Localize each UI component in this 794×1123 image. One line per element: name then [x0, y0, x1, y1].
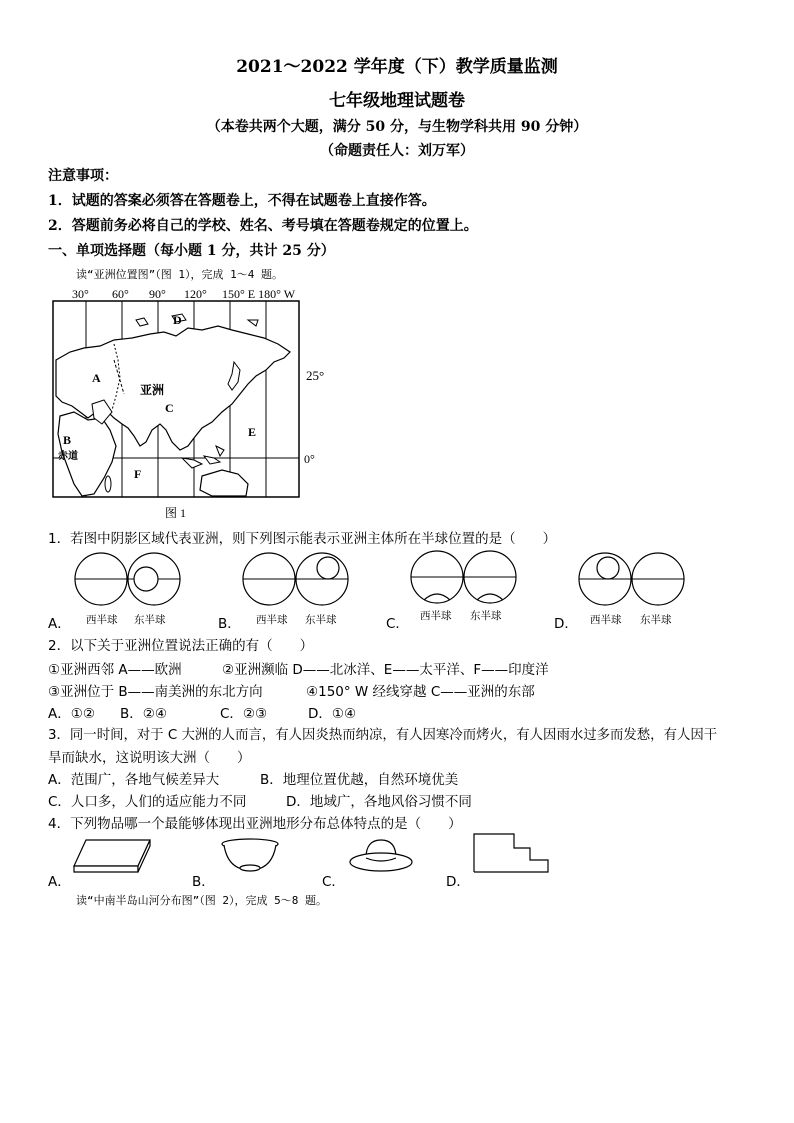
q1-option-c[interactable]: C．	[386, 616, 409, 632]
question-3-text-line1: 3．同一时间，对于 C 大洲的人而言，有人因炎热而纳凉，有人因寒冷而烤火，有人因雨水过多而发愁，有人因干	[48, 728, 718, 743]
map-letter-d: D	[173, 313, 182, 327]
map-letter-e: E	[248, 425, 257, 439]
q2-option-b[interactable]: B．②④	[120, 706, 167, 722]
q4-option-b[interactable]: B．	[192, 874, 215, 890]
q3-option-d[interactable]: D．地域广，各地风俗习惯不同	[286, 794, 472, 810]
exam-author: （命题责任人：刘万军）	[320, 143, 474, 159]
question-3-text-line2: 旱而缺水，这说明该大洲（ ）	[48, 750, 251, 766]
q1-c-west-label: 西半球	[420, 610, 452, 622]
q1-d-east-label: 东半球	[640, 614, 672, 626]
q1-d-west-label: 西半球	[590, 614, 622, 626]
map-letter-b: B	[63, 433, 72, 447]
q1-option-d-diagram[interactable]	[578, 552, 688, 612]
q1-option-a-diagram[interactable]	[74, 552, 184, 612]
map-equator-degree: 0°	[304, 452, 315, 466]
map-lat-label: 25°	[306, 368, 325, 383]
map-letter-a: A	[92, 371, 101, 385]
q4-basin-bowl-image[interactable]	[218, 836, 282, 876]
q1-b-east-label: 东半球	[305, 614, 337, 626]
lon-label-90: 90°	[149, 287, 166, 301]
q1-option-a[interactable]: A．	[48, 616, 71, 632]
notes-item-1: 1．试题的答案必须答在答题卷上，不得在试题卷上直接作答。	[48, 193, 436, 209]
question-1-text: 1．若图中阴影区域代表亚洲，则下列图示能表示亚洲主体所在半球位置的是（ ）	[48, 531, 557, 547]
q1-c-east-label: 东半球	[470, 610, 502, 622]
q1-option-b[interactable]: B．	[218, 616, 241, 632]
q2-statement-3: ③亚洲位于 B——南美洲的东北方向	[48, 684, 263, 700]
figure-caption: 图 1	[165, 506, 187, 520]
q2-option-a[interactable]: A．①②	[48, 706, 95, 722]
map-label-asia: 亚洲	[140, 383, 165, 397]
q2-statement-2: ②亚洲濒临 D——北冰洋、E——太平洋、F——印度洋	[222, 662, 549, 678]
q3-option-c[interactable]: C．人口多，人们的适应能力不同	[48, 794, 247, 810]
next-section-intro: 读“中南半岛山河分布图”（图 2），完成 5～8 题。	[76, 894, 327, 907]
q1-option-d[interactable]: D．	[554, 616, 578, 632]
notes-heading: 注意事项：	[48, 168, 118, 184]
q2-option-c[interactable]: C．②③	[220, 706, 268, 722]
map-label-equator: 赤道	[58, 451, 78, 462]
map-letter-f: F	[134, 467, 142, 481]
q4-flat-board-image[interactable]	[72, 836, 154, 876]
q1-option-b-diagram[interactable]	[242, 552, 352, 612]
q4-option-c[interactable]: C．	[322, 874, 345, 890]
asia-location-map	[52, 300, 302, 500]
q4-hat-image[interactable]	[348, 836, 414, 876]
q4-option-d[interactable]: D．	[446, 874, 470, 890]
lon-label-30: 30°	[72, 287, 89, 301]
q2-option-d[interactable]: D．①④	[308, 706, 357, 722]
q1-option-c-diagram[interactable]	[410, 550, 520, 610]
q1-a-east-label: 东半球	[134, 614, 166, 626]
lon-label-120: 120°	[184, 287, 207, 301]
exam-subject-title: 七年级地理试题卷	[329, 91, 465, 111]
question-2-text: 2．以下关于亚洲位置说法正确的有（ ）	[48, 638, 314, 654]
q3-option-a[interactable]: A．范围广，各地气候差异大	[48, 772, 220, 788]
lon-label-150-180: 150° E 180° W	[222, 287, 296, 301]
q1-a-west-label: 西半球	[86, 614, 118, 626]
q2-statement-1: ①亚洲西邻 A——欧洲	[48, 662, 182, 678]
exam-title: 2021～2022 学年度（下）教学质量监测	[236, 57, 558, 77]
q4-stair-shape-image[interactable]	[472, 832, 552, 874]
section-intro: 读“亚洲位置图”（图 1），完成 1～4 题。	[76, 268, 283, 281]
map-letter-c: C	[165, 401, 174, 415]
notes-item-2: 2．答题前务必将自己的学校、姓名、考号填在答题卷规定的位置上。	[48, 218, 478, 234]
section-heading: 一、单项选择题（每小题 1 分，共计 25 分）	[48, 243, 335, 259]
q2-statement-4: ④150° W 经线穿越 C——亚洲的东部	[306, 684, 535, 700]
question-4-text: 4．下列物品哪一个最能够体现出亚洲地形分布总体特点的是（ ）	[48, 816, 462, 832]
lon-label-60: 60°	[112, 287, 129, 301]
exam-subtitle: （本卷共两个大题，满分 50 分，与生物学科共用 90 分钟）	[206, 119, 588, 135]
q4-option-a[interactable]: A．	[48, 874, 71, 890]
q1-b-west-label: 西半球	[256, 614, 288, 626]
q3-option-b[interactable]: B．地理位置优越，自然环境优美	[260, 772, 459, 788]
